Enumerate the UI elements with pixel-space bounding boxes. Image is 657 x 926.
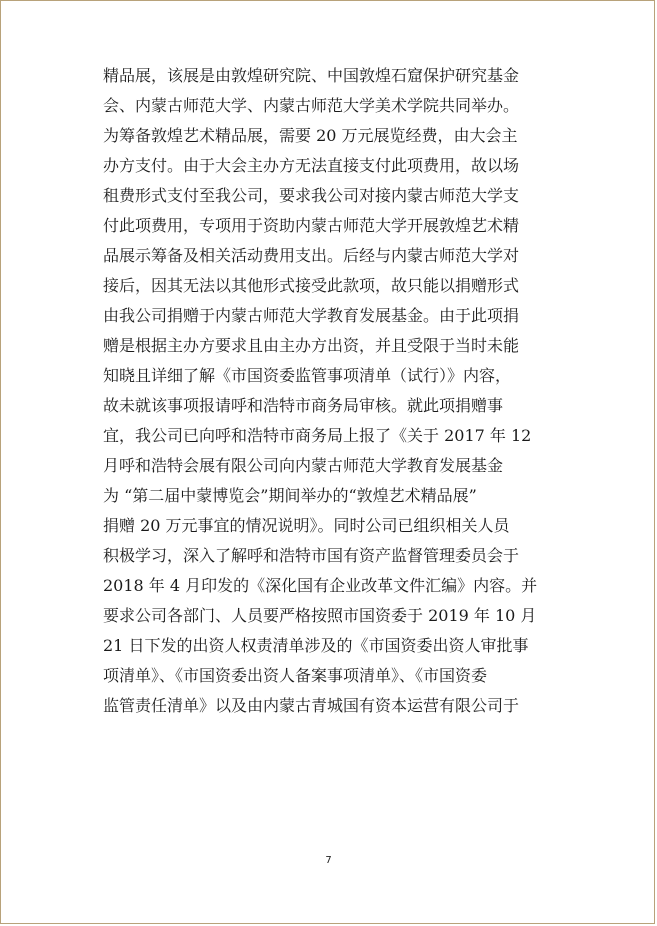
text-line: 故未就该事项报请呼和浩特市商务局审核。就此项捐赠事 <box>103 396 504 415</box>
text-line: 知晓且详细了解《市国资委监管事项清单（试行）》内容， <box>103 366 512 385</box>
text-line: 2018 年 4 月印发的《深化国有企业改革文件汇编》内容。并 <box>103 576 538 595</box>
text-line: 租费形式支付至我公司，要求我公司对接内蒙古师范大学支 <box>103 186 520 205</box>
text-line: 项清单》、《市国资委出资人备案事项清单》、《市国资委 <box>103 666 488 685</box>
text-line: 捐赠 20 万元事宜的情况说明》。同时公司已组织相关人员 <box>103 516 510 535</box>
text-line: 月呼和浩特会展有限公司向内蒙古师范大学教育发展基金 <box>103 456 504 475</box>
page-number: 7 <box>325 855 332 866</box>
text-line: 办方支付。由于大会主办方无法直接支付此项费用，故以场 <box>103 156 520 175</box>
text-line: 21 日下发的出资人权责清单涉及的《市国资委出资人审批事 <box>103 636 529 655</box>
text-line: 接后，因其无法以其他形式接受此款项，故只能以捐赠形式 <box>103 276 520 295</box>
text-line: 会、内蒙古师范大学、内蒙古师范大学美术学院共同举办。 <box>103 96 520 115</box>
text-line: 积极学习，深入了解呼和浩特市国有资产监督管理委员会于 <box>103 546 520 565</box>
text-line: 由我公司捐赠于内蒙古师范大学教育发展基金。由于此项捐 <box>103 306 520 325</box>
text-line: 精品展，该展是由敦煌研究院、中国敦煌石窟保护研究基金 <box>103 66 520 85</box>
text-line: 为筹备敦煌艺术精品展，需要 20 万元展览经费，由大会主 <box>103 126 518 145</box>
text-line: 宜，我公司已向呼和浩特市商务局上报了《关于 2017 年 12 <box>103 426 532 445</box>
text-line: 赠是根据主办方要求且由主办方出资，并且受限于当时未能 <box>103 336 520 355</box>
text-line: 付此项费用，专项用于资助内蒙古师范大学开展敦煌艺术精 <box>103 216 520 235</box>
text-line: 监管责任清单》以及由内蒙古青城国有资本运营有限公司于 <box>103 696 520 715</box>
text-line: 为 “第二届中蒙博览会”期间举办的“敦煌艺术精品展” <box>103 486 477 505</box>
text-line: 要求公司各部门、人员要严格按照市国资委于 2019 年 10 月 <box>103 606 537 625</box>
text-line: 品展示筹备及相关活动费用支出。后经与内蒙古师范大学对 <box>103 246 520 265</box>
